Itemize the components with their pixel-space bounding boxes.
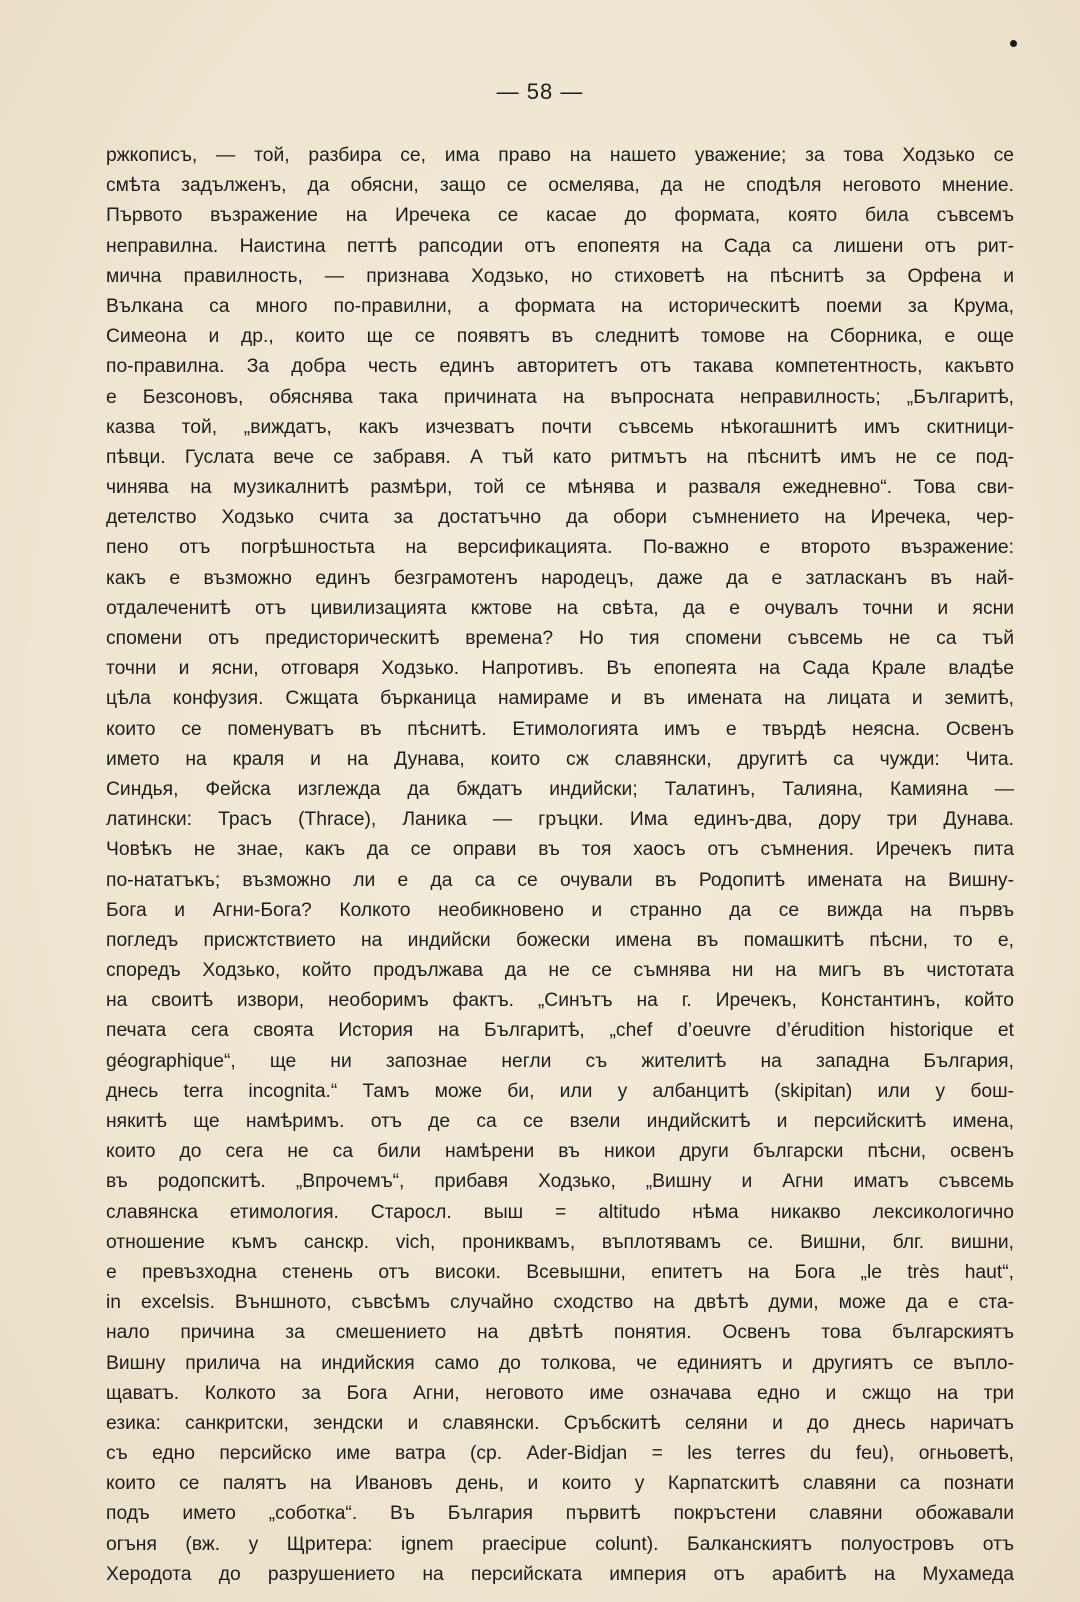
text-line: Бога и Агни-Бога? Колкото необикновено и странно да се вижда на първъ [106,899,1014,921]
text-line: славянска етимология. Старосл. выш = altitudo нѣма никакво лексикологично [106,1201,1014,1223]
body-text [106,141,1014,1590]
text-line: казва той, „виждатъ, какъ изчезватъ почти съвсемь нѣкогашнитѣ имъ скитници- [106,416,1014,438]
text-line: които до сега не са били намѣрени въ никои други български пѣсни, освенъ [106,1141,1014,1163]
text-line: чинява на музикалнитѣ размѣри, той се мѣнява и разваля ежедневно“. Това сви- [106,477,1014,499]
text-line: латински: Трасъ (Thrace), Ланика — гръцки. Има единъ-два, дору три Дунава. [106,809,1014,831]
text-line: Синдья, Фейска изглежда да бждатъ индийски; Талатинъ, Талияна, Камияна — [106,778,1014,800]
text-line: géographique“, ще ни запознае негли съ жителитѣ на западна България, [106,1050,1014,1072]
text-line: смѣта задълженъ, да обясни, защо се осмелява, да не сподѣля неговото мнение. [106,175,1014,197]
text-line: отношение къмъ санскр. vich, прониквамъ, въплотявамъ се. Вишни, блг. вишни, [106,1231,1014,1253]
text-line: днесь terra incognita.“ Тамъ може би, или у албанцитѣ (skipitan) или у бош- [106,1080,1014,1102]
text-line: щаватъ. Колкото за Бога Агни, неговото име означава едно и сжщо на три [106,1382,1014,1404]
text-line: неправилна. Наистина петтѣ рапсодии отъ епопеятя на Сада са лишени отъ рит- [106,235,1014,257]
text-line: Херодота до разрушението на персийската империя отъ арабитѣ на Мухамеда [106,1563,1014,1585]
text-line: подъ името „соботка“. Въ България първитѣ покръстени славяни обожавали [106,1503,1014,1525]
text-line: мична правилность, — признава Ходзько, но стиховетѣ на пѣснитѣ за Орфена и [106,265,1014,287]
text-line: пѣвци. Гуслата вече се забравя. А тъй като ритмътъ на пѣснитѣ имъ не се под- [106,446,1014,468]
text-line: какъ е възможно единъ безграмотенъ народецъ, даже да е затласканъ въ най- [106,567,1014,589]
text-line: цѣла конфузия. Сжщата бърканица намираме и въ имената на лицата и земитѣ, [106,688,1014,710]
text-line: пено отъ погрѣшностьта на версификацията. По-важно е второто възражение: [106,537,1014,559]
text-line: Първото възражение на Иречека се касае до формата, която била съвсемъ [106,205,1014,227]
text-line: Вишну прилича на индийския само до толкова, че единиятъ и другиятъ се въпло- [106,1352,1014,1374]
text-line: името на краля и на Дунава, които сж славянски, другитѣ са чужди: Чита. [106,748,1014,770]
text-line: някитѣ ще намѣримъ. отъ де са се взели индийскитѣ и персийскитѣ имена, [106,1111,1014,1132]
text-line: печата сега своята История на Българитѣ, „chef d’oeuvre d’érudition historique et [106,1020,1014,1042]
text-line: погледъ присжтствието на индийски божески имена въ помашкитѣ пѣсни, то е, [106,929,1014,951]
text-line: нало причина за смешението на двѣтѣ понятия. Освенъ това българскиятъ [106,1322,1014,1344]
text-line: Вълкана са много по-правилни, а формата на историческитѣ поеми за Крума, [106,295,1014,317]
text-line: които се палятъ на Ивановъ день, и които у Карпатскитѣ славяни са познати [106,1473,1014,1495]
text-line: е превъзходна стенень отъ високи. Всевышни, епитетъ на Бога „le très haut“, [106,1261,1014,1283]
text-line: на своитѣ извори, необоримъ фактъ. „Синътъ на г. Иречекъ, Константинъ, който [106,990,1014,1012]
text-line: отдалеченитѣ отъ цивилизацията кжтове на свѣта, да е очувалъ точни и ясни [106,597,1014,619]
text-line: спомени отъ предисторическитѣ времена? Но тия спомени съвсемь не са тъй [106,628,1014,649]
text-line: Симеона и др., които ще се появятъ въ следнитѣ томове на Сборника, е още [106,326,1014,348]
text-line: по-нататъкъ; възможно ли е да са се очували въ Родопитѣ имената на Вишну- [106,869,1014,891]
text-line: които се поменуватъ въ пѣснитѣ. Етимологията имъ е твърдѣ неясна. Освенъ [106,718,1014,740]
text-line: Човѣкъ не знае, какъ да се оправи въ тоя хаосъ отъ съмнения. Иречекъ пита [106,839,1014,861]
text-line: по-правилна. За добра честь единъ авторитетъ отъ такава компетентность, какъвто [106,356,1014,378]
text-line: споредъ Ходзько, който продължава да не се съмнява ни на мигъ въ чистотата [106,960,1014,982]
text-line: ржкописъ, — той, разбира се, има право на нашето уважение; за това Ходзько се [106,145,1014,166]
text-line: съ едно персийско име ватра (ср. Ader-Bidjan = les terres du feu), огньоветѣ, [106,1443,1014,1465]
page-number: — 58 — [496,79,584,104]
text-line: точни и ясни, отговаря Ходзько. Напротивъ. Въ епопеята на Сада Крале владѣе [106,658,1014,680]
text-line: огъня (вж. у Щритера: ignem praecipue colunt). Балканскиятъ полуостровъ отъ [106,1533,1014,1555]
text-line: въ родопскитѣ. „Впрочемъ“, прибавя Ходзько, „Вишну и Агни иматъ съвсемь [106,1171,1014,1193]
text-line: езика: санкритски, зендски и славянски. Сръбскитѣ селяни и до днесь наричатъ [106,1412,1014,1434]
text-line: детелство Ходзько счита за достатъчно да обори съмнението на Иречека, чер- [106,507,1014,529]
ink-speck [1010,40,1017,47]
text-line: е Безсоновъ, обяснява така причината на въпросната неправилность; „Българитѣ, [106,386,1014,408]
text-line: in excelsis. Външното, съвсѣмъ случайно сходство на двѣтѣ думи, може да е ста- [106,1292,1014,1314]
